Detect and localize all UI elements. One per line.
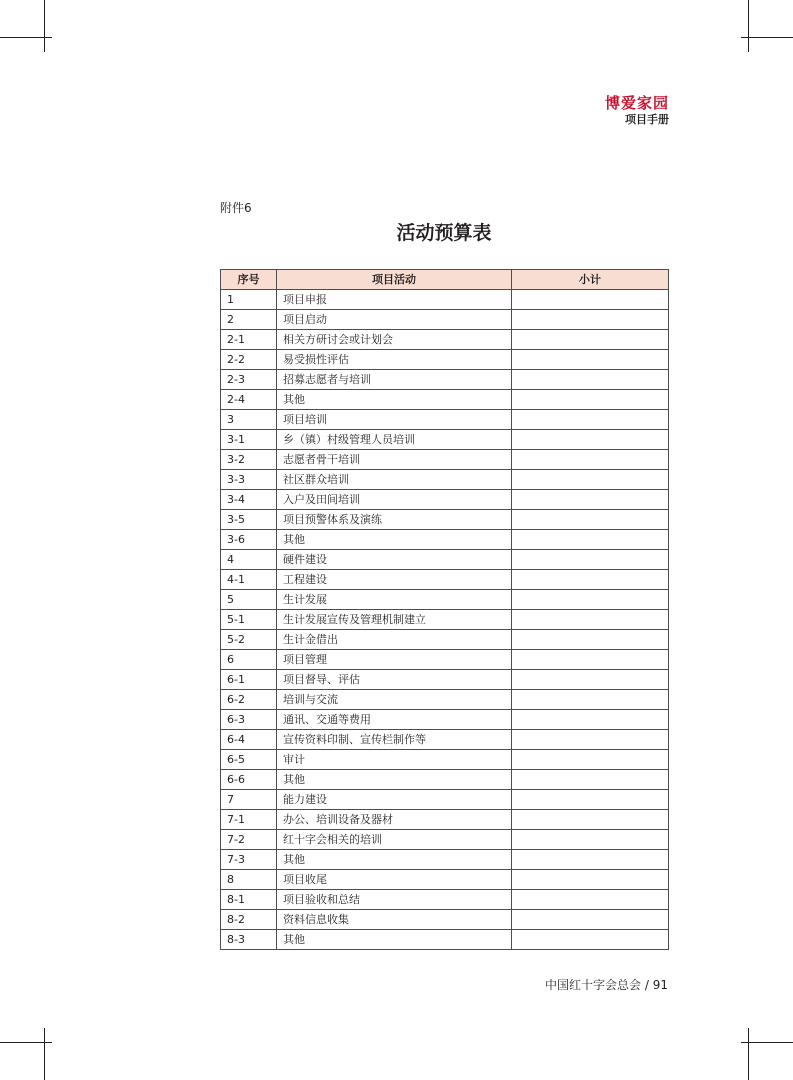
brand-title: 博爱家园 (604, 94, 669, 112)
table-row (221, 610, 669, 630)
activity-cell: 其他 (277, 530, 512, 550)
row-number-cell: 7-1 (221, 810, 277, 830)
table-row (221, 350, 669, 370)
activity-cell: 生计发展宣传及管理机制建立 (277, 610, 512, 630)
subtotal-cell (512, 490, 669, 510)
page-title: 活动预算表 (396, 222, 492, 244)
subtotal-cell (512, 450, 669, 470)
subtotal-cell (512, 550, 669, 570)
subtotal-cell (512, 410, 669, 430)
row-number-cell: 4-1 (221, 570, 277, 590)
row-number-cell: 7-2 (221, 830, 277, 850)
subtotal-cell (512, 830, 669, 850)
subtotal-cell (512, 790, 669, 810)
row-number-cell: 3-6 (221, 530, 277, 550)
activity-cell: 项目督导、评估 (277, 670, 512, 690)
crop-mark (44, 0, 45, 52)
table-row (221, 470, 669, 490)
table-row (221, 650, 669, 670)
activity-cell: 项目启动 (277, 310, 512, 330)
activity-cell: 资料信息收集 (277, 910, 512, 930)
subtotal-cell (512, 350, 669, 370)
activity-cell: 项目验收和总结 (277, 890, 512, 910)
subtotal-cell (512, 770, 669, 790)
table-row (221, 710, 669, 730)
activity-cell: 招募志愿者与培训 (277, 370, 512, 390)
activity-cell: 其他 (277, 770, 512, 790)
activity-cell: 工程建设 (277, 570, 512, 590)
activity-cell: 生计发展 (277, 590, 512, 610)
subtotal-cell (512, 710, 669, 730)
subtotal-cell (512, 910, 669, 930)
table-row (221, 430, 669, 450)
table-row (221, 530, 669, 550)
row-number-cell: 4 (221, 550, 277, 570)
table-row (221, 690, 669, 710)
table-row (221, 910, 669, 930)
subtotal-cell (512, 290, 669, 310)
row-number-cell: 8-3 (221, 930, 277, 950)
table-row (221, 770, 669, 790)
row-number-cell: 1 (221, 290, 277, 310)
activity-cell: 其他 (277, 930, 512, 950)
activity-cell: 培训与交流 (277, 690, 512, 710)
table-row (221, 730, 669, 750)
table-row (221, 450, 669, 470)
subtotal-cell (512, 330, 669, 350)
row-number-cell: 2-3 (221, 370, 277, 390)
subtotal-cell (512, 850, 669, 870)
subtotal-cell (512, 690, 669, 710)
table-row (221, 570, 669, 590)
row-number-cell: 7-3 (221, 850, 277, 870)
subtotal-cell (512, 390, 669, 410)
subtotal-cell (512, 750, 669, 770)
subtotal-cell (512, 370, 669, 390)
table-row (221, 550, 669, 570)
row-number-cell: 3 (221, 410, 277, 430)
row-number-cell: 6-6 (221, 770, 277, 790)
subtotal-cell (512, 890, 669, 910)
subtotal-cell (512, 670, 669, 690)
row-number-cell: 2-2 (221, 350, 277, 370)
table-row (221, 890, 669, 910)
activity-cell: 易受损性评估 (277, 350, 512, 370)
subtotal-cell (512, 630, 669, 650)
row-number-cell: 3-3 (221, 470, 277, 490)
subtotal-cell (512, 810, 669, 830)
activity-cell: 能力建设 (277, 790, 512, 810)
activity-cell: 办公、培训设备及器材 (277, 810, 512, 830)
row-number-cell: 3-4 (221, 490, 277, 510)
row-number-cell: 3-1 (221, 430, 277, 450)
column-header-no: 序号 (221, 270, 277, 290)
row-number-cell: 6-1 (221, 670, 277, 690)
table-row (221, 850, 669, 870)
subtotal-cell (512, 730, 669, 750)
table-row (221, 630, 669, 650)
activity-cell: 项目培训 (277, 410, 512, 430)
subtotal-cell (512, 610, 669, 630)
row-number-cell: 8-1 (221, 890, 277, 910)
activity-cell: 社区群众培训 (277, 470, 512, 490)
row-number-cell: 6-5 (221, 750, 277, 770)
activity-cell: 项目预警体系及演练 (277, 510, 512, 530)
activity-cell: 通讯、交通等费用 (277, 710, 512, 730)
row-number-cell: 3-5 (221, 510, 277, 530)
activity-cell: 入户及田间培训 (277, 490, 512, 510)
attachment-label: 附件6 (220, 201, 252, 215)
budget-table (220, 269, 669, 950)
table-row (221, 290, 669, 310)
row-number-cell: 5 (221, 590, 277, 610)
crop-mark (44, 1028, 45, 1080)
subtotal-cell (512, 510, 669, 530)
activity-cell: 审计 (277, 750, 512, 770)
row-number-cell: 6-4 (221, 730, 277, 750)
subtotal-cell (512, 590, 669, 610)
subtotal-cell (512, 870, 669, 890)
activity-cell: 志愿者骨干培训 (277, 450, 512, 470)
row-number-cell: 5-2 (221, 630, 277, 650)
table-row (221, 930, 669, 950)
activity-cell: 乡（镇）村级管理人员培训 (277, 430, 512, 450)
table-row (221, 370, 669, 390)
activity-cell: 红十字会相关的培训 (277, 830, 512, 850)
subtotal-cell (512, 930, 669, 950)
activity-cell: 项目申报 (277, 290, 512, 310)
subtotal-cell (512, 310, 669, 330)
row-number-cell: 5-1 (221, 610, 277, 630)
table-row (221, 390, 669, 410)
table-row (221, 490, 669, 510)
column-header-subtotal: 小计 (512, 270, 669, 290)
column-header-activity: 项目活动 (277, 270, 512, 290)
activity-cell: 其他 (277, 390, 512, 410)
table-row (221, 870, 669, 890)
table-row (221, 310, 669, 330)
table-row (221, 670, 669, 690)
table-row (221, 330, 669, 350)
table-row (221, 590, 669, 610)
activity-cell: 硬件建设 (277, 550, 512, 570)
table-row (221, 410, 669, 430)
brand-subtitle: 项目手册 (625, 113, 669, 126)
row-number-cell: 6-3 (221, 710, 277, 730)
table-row (221, 790, 669, 810)
table-body (221, 290, 669, 950)
crop-mark (748, 0, 749, 52)
table-header-row (221, 270, 669, 290)
subtotal-cell (512, 650, 669, 670)
row-number-cell: 2-4 (221, 390, 277, 410)
table-row (221, 750, 669, 770)
activity-cell: 项目管理 (277, 650, 512, 670)
row-number-cell: 8-2 (221, 910, 277, 930)
row-number-cell: 7 (221, 790, 277, 810)
row-number-cell: 2 (221, 310, 277, 330)
activity-cell: 其他 (277, 850, 512, 870)
row-number-cell: 6-2 (221, 690, 277, 710)
activity-cell: 生计金借出 (277, 630, 512, 650)
subtotal-cell (512, 470, 669, 490)
header-brand (605, 94, 669, 127)
table-row (221, 510, 669, 530)
crop-mark (748, 1028, 749, 1080)
table-row (221, 810, 669, 830)
activity-cell: 项目收尾 (277, 870, 512, 890)
subtotal-cell (512, 430, 669, 450)
page-footer: 中国红十字会总会 / 91 (545, 978, 668, 992)
subtotal-cell (512, 570, 669, 590)
activity-cell: 宣传资料印制、宣传栏制作等 (277, 730, 512, 750)
subtotal-cell (512, 530, 669, 550)
row-number-cell: 6 (221, 650, 277, 670)
row-number-cell: 8 (221, 870, 277, 890)
row-number-cell: 2-1 (221, 330, 277, 350)
table-row (221, 830, 669, 850)
row-number-cell: 3-2 (221, 450, 277, 470)
activity-cell: 相关方研讨会或计划会 (277, 330, 512, 350)
